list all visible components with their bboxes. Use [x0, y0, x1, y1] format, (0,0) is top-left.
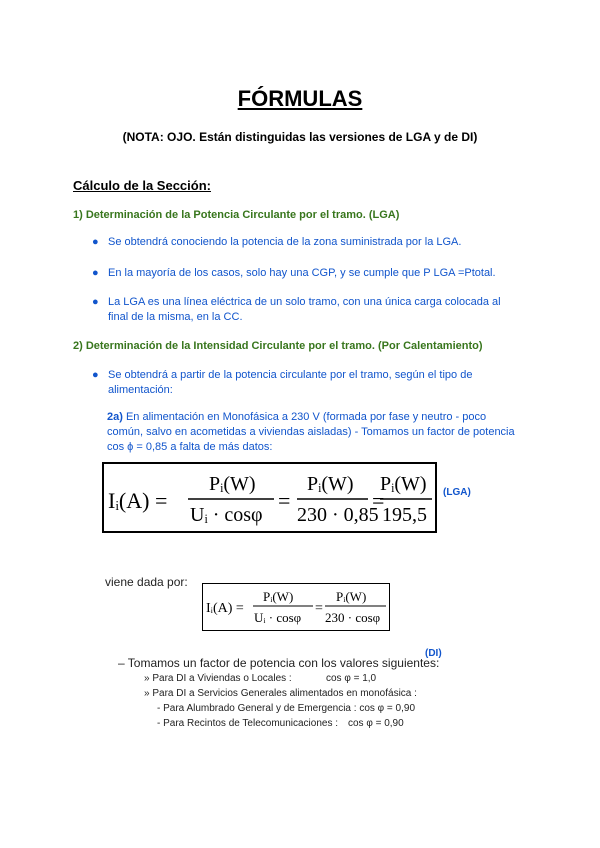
di-intro: – Tomamos un factor de potencia con los valores siguientes:: [118, 656, 440, 670]
formula-den: 230 · 0,85: [297, 504, 379, 526]
bullet-text: En la mayoría de los casos, solo hay una CGP, y se cumple que P LGA =Ptotal.: [108, 267, 496, 279]
bullet-icon: ●: [92, 267, 99, 279]
bullet-icon: ●: [92, 236, 99, 248]
note-text: (NOTA: OJO. Están distinguidas las versiones de LGA y de DI): [122, 130, 478, 144]
di-item: - Para Alumbrado General y de Emergencia : cos φ = 0,90: [157, 703, 416, 714]
formula-den: 195,5: [382, 504, 427, 526]
formula-eq: =: [372, 488, 385, 513]
formula-num: Pᵢ(W): [263, 589, 294, 604]
bullet-icon: ●: [92, 369, 99, 381]
page-title: FÓRMULAS: [237, 86, 363, 111]
lga-tag: (LGA): [443, 487, 471, 498]
formula-den: 230 · cosφ: [325, 610, 381, 625]
formula-lga: [102, 462, 437, 533]
heading-intensidad: 2) Determinación de la Intensidad Circulante por el tramo. (Por Calentamiento): [73, 340, 483, 352]
paragraph-2a: [107, 410, 517, 455]
formula-lhs: Iᵢ(A) =: [108, 488, 168, 513]
di-tag: (DI): [425, 648, 442, 659]
formula-den: Uᵢ · cosφ: [254, 610, 302, 625]
formula-den: Uᵢ · cosφ: [190, 504, 263, 526]
bullet-icon: ●: [92, 296, 99, 308]
bullet-text: Se obtendrá conociendo la potencia de la zona suministrada por la LGA.: [108, 236, 462, 248]
formula-num: Pᵢ(W): [336, 589, 367, 604]
formula-eq: =: [315, 601, 323, 616]
di-value: cos φ = 1,0: [326, 673, 377, 684]
paragraph-2a-text: En alimentación en Monofásica a 230 V (formada por fase y neutro - poco común, salvo en acometidas a viviendas aisladas) - Tomamos un factor de potencia cos ϕ = 0,85 a falta de más datos:: [107, 411, 515, 453]
formula-num: Pᵢ(W): [380, 473, 427, 495]
bullet-text: La LGA es una línea eléctrica de un solo tramo, con una única carga colocada al final de la misma, en la CC.: [108, 296, 501, 323]
formula-num: Pᵢ(W): [209, 473, 256, 495]
section-title: Cálculo de la Sección:: [73, 178, 211, 193]
di-item: - Para Recintos de Telecomunicaciones :: [157, 718, 339, 729]
formula-lhs: Iᵢ(A) =: [206, 601, 244, 616]
di-item: » Para DI a Viviendas o Locales :: [144, 673, 292, 684]
viene-text: viene dada por:: [105, 575, 188, 589]
di-value: cos φ = 0,90: [348, 718, 404, 729]
formula-num: Pᵢ(W): [307, 473, 354, 495]
heading-potencia: 1) Determinación de la Potencia Circulante por el tramo. (LGA): [73, 209, 400, 221]
formula-eq: =: [278, 488, 291, 513]
di-item: » Para DI a Servicios Generales alimentados en monofásica :: [144, 688, 417, 699]
formula-di: [202, 583, 390, 631]
bullet-text: Se obtendrá a partir de la potencia circulante por el tramo, según el tipo de alimentación:: [108, 369, 473, 396]
paragraph-2a-label: 2a): [107, 411, 123, 423]
